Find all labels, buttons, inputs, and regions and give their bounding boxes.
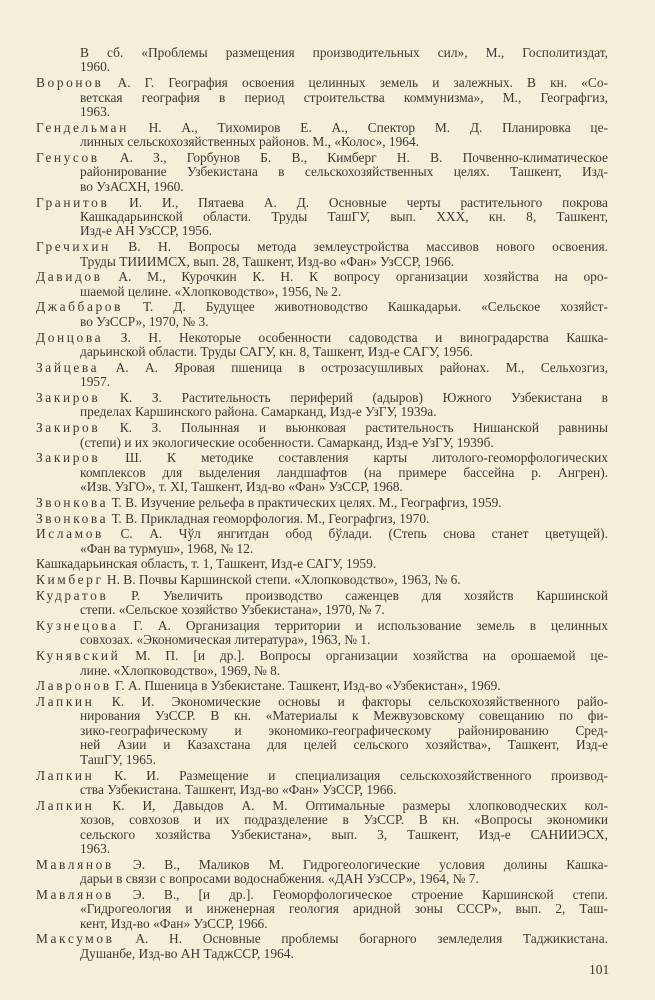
entry-text: степи. «Сельское хозяйство Узбекистана», 1970, № 7. <box>80 603 385 618</box>
bibliography-entry <box>36 270 608 299</box>
entry-line <box>36 649 608 663</box>
entry-text: Душанбе, Изд-во АН ТаджССР, 1964. <box>80 946 294 961</box>
entry-author: Давидов <box>36 270 103 285</box>
entry-author: Лапкин <box>36 694 95 709</box>
entry-text: 1957. <box>80 375 111 390</box>
entry-author: Джаббаров <box>36 300 124 315</box>
entry-author: Кунявский <box>36 649 121 664</box>
entry-line <box>36 76 608 90</box>
entry-text: линных сельскохозяйственных районов. М., «Колос», 1964. <box>80 135 420 150</box>
entry-text: во УзАСХН, 1960. <box>80 179 184 194</box>
entry-line <box>36 872 608 886</box>
entry-text: И. И., Пятаева А. Д. Основные черты растительного покрова <box>109 195 608 210</box>
entry-text: Р. Увеличить производство саженцев для хозяйств Каршинской <box>108 588 608 603</box>
entry-text: пределах Каршинского района. Самарканд, Изд-е УзГУ, 1939а. <box>80 405 437 420</box>
entry-author: Генусов <box>36 150 100 165</box>
entry-author: Лапкин <box>36 798 95 813</box>
entry-line <box>36 46 608 60</box>
bibliography-entry <box>36 512 608 526</box>
entry-text: 1963. <box>80 105 111 120</box>
entry-line <box>36 240 608 254</box>
entry-text: Труды ТИИИМСХ, вып. 28, Ташкент, Изд-во «Фан» УзССР, 1966. <box>80 254 455 269</box>
bibliography-entry <box>36 421 608 450</box>
bibliography-entry <box>36 557 608 571</box>
bibliography-entry <box>36 888 608 931</box>
entry-line <box>36 60 608 74</box>
entry-line <box>36 709 608 723</box>
entry-text: А. М., Курочкин К. Н. К вопросу организации хозяйства на оро- <box>102 270 608 285</box>
entry-text: К. И. Экономические основы и факторы сельскохозяйственного райо- <box>94 694 608 709</box>
entry-author: Донцова <box>36 330 104 345</box>
entry-line <box>36 589 608 603</box>
entry-text: ТашГУ, 1965. <box>80 752 156 767</box>
entry-text: Т. В. Прикладная геоморфология. М., Географгиз, 1970. <box>108 511 430 526</box>
bibliography-entry <box>36 679 608 693</box>
entry-text: сельского хозяйства Узбекистана», вып. 3, Ташкент, Изд-е САНИИЭСХ, <box>80 827 608 842</box>
entry-line <box>36 947 608 961</box>
entry-line <box>36 783 608 797</box>
entry-text: Э. В., [и др.]. Геоморфологическое строение Каршинской степи. <box>113 887 608 902</box>
entry-text: нирования УзССР. В кн. «Материалы к Межвузовскому совещанию по фи- <box>80 709 608 724</box>
entry-text: во УзССР», 1970, № 3. <box>80 314 209 329</box>
bibliography-entry <box>36 361 608 390</box>
entry-line <box>36 633 608 647</box>
entry-author: Кимберг <box>36 573 104 588</box>
entry-text: Э. В., Маликов М. Гидрогеологические условия долины Кашка- <box>113 857 608 872</box>
entry-author: Закиров <box>36 451 101 466</box>
entry-text: 1963. <box>80 842 111 857</box>
entry-line <box>36 345 608 359</box>
entry-author: Гречихин <box>36 240 111 255</box>
entry-line <box>36 695 608 709</box>
entry-text: (степи) и их экологические особенности. Самарканд, Изд-е УзГУ, 1939б. <box>80 435 494 450</box>
bibliography-entry <box>36 196 608 239</box>
entry-author: Закиров <box>36 421 101 436</box>
bibliography-entry <box>36 240 608 269</box>
entry-line <box>36 421 608 435</box>
entry-line <box>36 180 608 194</box>
entry-line <box>36 679 608 693</box>
entry-text: комплексов для выделения ландшафтов (на примере бассейна р. Ангрен). <box>80 465 608 480</box>
entry-text: В. Н. Вопросы метода землеустройства массивов нового освоения. <box>110 240 608 255</box>
entry-author: Гендельман <box>36 120 129 135</box>
entry-author: Лапкин <box>36 768 95 783</box>
entry-line <box>36 224 608 238</box>
entry-line <box>36 135 608 149</box>
bibliography-entry <box>36 391 608 420</box>
entry-line <box>36 165 608 179</box>
entry-text: ней Азии и Казахстана для целей сельского хозяйства», Ташкент, Изд-е <box>80 738 608 753</box>
entry-line <box>36 255 608 269</box>
entry-text: ства Узбекистана. Ташкент, Изд-во «Фан» УзССР, 1966. <box>80 782 397 797</box>
entry-line <box>36 436 608 450</box>
entry-text: лине. «Хлопководство», 1969, № 8. <box>80 663 281 678</box>
bibliography-entry <box>36 695 608 767</box>
bibliography-list <box>36 46 608 963</box>
entry-text: Т. В. Изучение рельефа в практических целях. М., Географгиз, 1959. <box>108 495 502 510</box>
entry-line <box>36 91 608 105</box>
entry-text: 1960. <box>80 60 111 75</box>
entry-text: хозов, совхозов и их подразделение в УзССР. В кн. «Вопросы экономики <box>80 813 608 828</box>
bibliography-entry <box>36 46 608 75</box>
bibliography-entry <box>36 300 608 329</box>
entry-text: зико-географическому и экономико-географическому районированию Сред- <box>80 723 608 738</box>
bibliography-entry <box>36 496 608 510</box>
entry-author: Кузнецова <box>36 618 119 633</box>
entry-line <box>36 121 608 135</box>
entry-line <box>36 573 608 587</box>
entry-line <box>36 466 608 480</box>
entry-line <box>36 738 608 752</box>
entry-text: «Гидрогеология и инженерная геология аридной зоны СССР», вып. 2, Таш- <box>80 902 608 917</box>
entry-line <box>36 105 608 119</box>
entry-line <box>36 619 608 633</box>
entry-line <box>36 902 608 916</box>
entry-text: Г. А. Организация территории и использование земель в целинных <box>118 618 608 633</box>
entry-line <box>36 480 608 494</box>
entry-line <box>36 361 608 375</box>
entry-line <box>36 375 608 389</box>
entry-text: С. А. Чўл янгитдан обод бўлади. (Степь снова станет цветущей). <box>103 527 608 542</box>
entry-text: Ш. К методике составления карты литолого-геоморфологических <box>100 451 608 466</box>
entry-line <box>36 405 608 419</box>
bibliography-entry <box>36 76 608 119</box>
entry-line <box>36 196 608 210</box>
entry-line <box>36 664 608 678</box>
entry-line <box>36 512 608 526</box>
entry-text: А. А. Яровая пшеница в острозасушливых районах. М., Сельхозгиз, <box>99 360 608 375</box>
bibliography-entry <box>36 858 608 887</box>
entry-text: совхозах. «Экономическая литература», 1963, № 1. <box>80 633 371 648</box>
entry-line <box>36 603 608 617</box>
entry-author: Исламов <box>36 527 104 542</box>
bibliography-entry <box>36 769 608 798</box>
entry-text: Изд-е АН УзССР, 1956. <box>80 224 213 239</box>
entry-text: А. Н. Основные проблемы богарного земледелия Таджикистана. <box>114 932 608 947</box>
entry-author: Кудратов <box>36 588 109 603</box>
bibliography-entry <box>36 573 608 587</box>
entry-author: Лавронов <box>36 679 112 694</box>
entry-author: Воронов <box>36 76 104 91</box>
entry-line <box>36 799 608 813</box>
entry-line <box>36 151 608 165</box>
entry-text: М. П. [и др.]. Вопросы организации хозяйства на орошаемой це- <box>120 649 608 664</box>
entry-line <box>36 724 608 738</box>
bibliography-entry <box>36 331 608 360</box>
bibliography-entry <box>36 589 608 618</box>
entry-author: Зайцева <box>36 360 100 375</box>
bibliography-entry <box>36 527 608 556</box>
entry-text: Г. А. Пшеница в Узбекистане. Ташкент, Изд-во «Узбекистан», 1969. <box>111 679 501 694</box>
entry-text: А. Г. География освоения целинных земель и залежных. В кн. «Со- <box>103 76 608 91</box>
entry-text: К. З. Растительность периферий (адыров) Южного Узбекистана в <box>100 390 608 405</box>
entry-line <box>36 542 608 556</box>
entry-line <box>36 917 608 931</box>
entry-line <box>36 813 608 827</box>
entry-line <box>36 769 608 783</box>
entry-text: В сб. «Проблемы размещения производительных сил», М., Госполитиздат, <box>80 46 608 60</box>
entry-line <box>36 210 608 224</box>
entry-author: Закиров <box>36 390 101 405</box>
bibliography-entry <box>36 121 608 150</box>
entry-line <box>36 858 608 872</box>
entry-text: А. З., Горбунов Б. В., Кимберг Н. В. Почвенно-климатическое <box>99 150 608 165</box>
bibliography-entry <box>36 451 608 494</box>
entry-text: К. З. Полынная и вьюнковая растительность Нишанской равнины <box>100 421 608 436</box>
entry-text: дарьи в связи с вопросами водоснабжения. «ДАН УзССР», 1964, № 7. <box>80 872 479 887</box>
entry-line <box>36 753 608 767</box>
entry-text: «Изв. УзГО», т. XI, Ташкент, Изд-во «Фан» УзССР, 1968. <box>80 480 403 495</box>
entry-line <box>36 527 608 541</box>
entry-line <box>36 557 608 571</box>
entry-line <box>36 842 608 856</box>
entry-author: Максумов <box>36 932 115 947</box>
bibliography-entry <box>36 932 608 961</box>
entry-text: Кашкадарьинская область, т. 1, Ташкент, Изд-е САГУ, 1959. <box>36 557 377 572</box>
entry-text: шаемой целине. «Хлопководство», 1956, № 2. <box>80 284 342 299</box>
entry-author: Звонкова <box>36 495 109 510</box>
entry-line <box>36 828 608 842</box>
entry-line <box>36 270 608 284</box>
entry-text: дарьинской области. Труды САГУ, кн. 8, Ташкент, Изд-е САГУ, 1956. <box>80 345 473 360</box>
page-number: 101 <box>589 962 610 977</box>
entry-text: К. И. Размещение и специализация сельскохозяйственного производ- <box>94 768 608 783</box>
bibliography-entry <box>36 151 608 194</box>
entry-author: Звонкова <box>36 511 109 526</box>
bibliography-entry <box>36 619 608 648</box>
entry-line <box>36 451 608 465</box>
entry-text: «Фан ва турмуш», 1968, № 12. <box>80 541 254 556</box>
bibliography-entry <box>36 649 608 678</box>
entry-line <box>36 285 608 299</box>
entry-text: З. Н. Некоторые особенности садоводства и виноградарства Кашка- <box>103 330 608 345</box>
entry-author: Мавлянов <box>36 857 114 872</box>
entry-line <box>36 496 608 510</box>
entry-text: ветская география в период строительства коммунизма», М., Географгиз, <box>80 90 608 105</box>
entry-author: Гранитов <box>36 195 110 210</box>
entry-text: Н. В. Почвы Каршинской степи. «Хлопководство», 1963, № 6. <box>103 573 461 588</box>
entry-line <box>36 315 608 329</box>
entry-line <box>36 932 608 946</box>
entry-text: районирование Узбекистана в сельскохозяйственных целях. Ташкент, Изд- <box>80 165 608 180</box>
entry-line <box>36 331 608 345</box>
entry-author: Мавлянов <box>36 887 114 902</box>
entry-text: Кашкадарьинской области. Труды ТашГУ, вып. XXX, кн. 8, Ташкент, <box>80 209 608 224</box>
bibliography-entry <box>36 799 608 857</box>
entry-text: кент, Изд-во «Фан» УзССР, 1966. <box>80 916 268 931</box>
entry-line <box>36 888 608 902</box>
entry-text: Н. А., Тихомиров Е. А., Спектор М. Д. Планировка це- <box>128 120 608 135</box>
entry-line <box>36 300 608 314</box>
entry-line <box>36 391 608 405</box>
entry-text: К. И, Давыдов А. М. Оптимальные размеры хлопководческих кол- <box>94 798 608 813</box>
entry-text: Т. Д. Будущее животноводство Кашкадарьи. «Сельское хозяйст- <box>123 300 608 315</box>
